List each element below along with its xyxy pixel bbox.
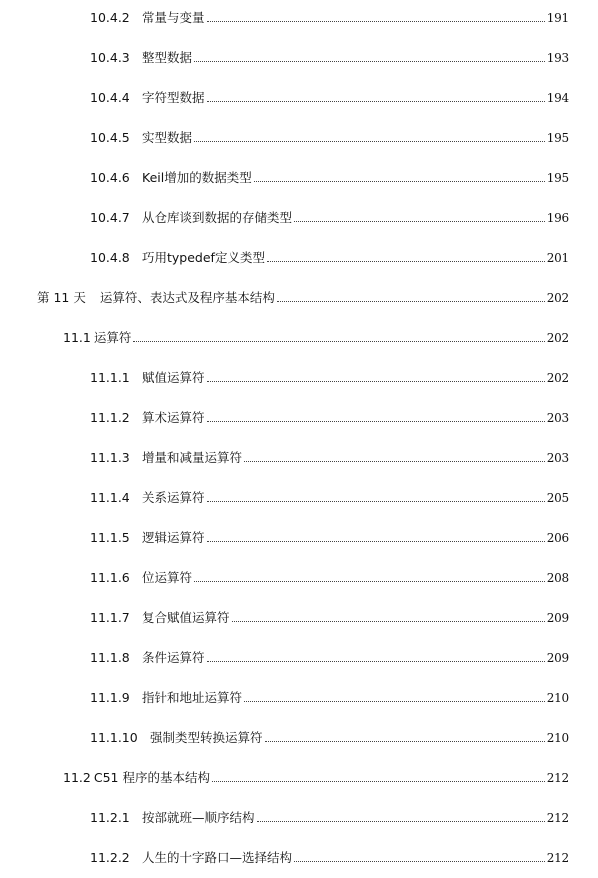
dot-leader <box>194 581 545 582</box>
toc-entry-page: 194 <box>546 91 569 105</box>
toc-entry-title: 运算符 <box>93 330 132 345</box>
toc-entry-10-4-2[interactable] <box>90 6 569 26</box>
toc-entry-title: 算术运算符 <box>142 410 205 425</box>
toc-entry-title: 运算符、表达式及程序基本结构 <box>99 290 275 305</box>
toc-entry-title: 巧用typedef定义类型 <box>142 250 265 265</box>
dot-leader <box>212 781 545 782</box>
toc-entry-number: 10.4.3 <box>90 50 130 65</box>
toc-entry-number: 10.4.7 <box>90 210 130 225</box>
toc-entry-number: 11.2.2 <box>90 850 130 865</box>
dot-leader <box>207 501 545 502</box>
toc-entry-page: 209 <box>546 611 569 625</box>
toc-entry-title: 字符型数据 <box>142 90 205 105</box>
toc-entry-number: 11.1.3 <box>90 450 130 465</box>
toc-entry-page: 202 <box>546 371 569 385</box>
toc-entry-11-1-2[interactable] <box>90 406 569 426</box>
toc-entry-title: C51 程序的基本结构 <box>93 770 210 785</box>
toc-entry-number: 10.4.8 <box>90 250 130 265</box>
dot-leader <box>207 421 545 422</box>
toc-entry-10-4-4[interactable] <box>90 86 569 106</box>
dot-leader <box>294 221 545 222</box>
toc-entry-chapter-11[interactable] <box>37 286 569 306</box>
toc-entry-title: 从仓库谈到数据的存储类型 <box>142 210 293 225</box>
toc-entry-title: 按部就班—顺序结构 <box>142 810 255 825</box>
toc-entry-page: 210 <box>546 691 569 705</box>
dot-leader <box>207 381 545 382</box>
toc-entry-number: 11.1.7 <box>90 610 130 625</box>
toc-entry-11-2-2[interactable] <box>90 846 569 866</box>
toc-entry-page: 193 <box>546 51 569 65</box>
toc-entry-title: 常量与变量 <box>142 10 205 25</box>
toc-entry-number: 10.4.5 <box>90 130 130 145</box>
toc-entry-11-1-4[interactable] <box>90 486 569 506</box>
dot-leader <box>207 21 545 22</box>
toc-entry-number: 11.1 <box>63 330 91 345</box>
toc-entry-11-1-3[interactable] <box>90 446 569 466</box>
toc-entry-number: 10.4.4 <box>90 90 130 105</box>
toc-entry-page: 212 <box>546 771 569 785</box>
toc-entry-page: 202 <box>546 291 569 305</box>
dot-leader <box>207 541 545 542</box>
toc-entry-page: 196 <box>546 211 569 225</box>
toc-entry-title: 赋值运算符 <box>142 370 205 385</box>
toc-entry-page: 205 <box>546 491 569 505</box>
dot-leader <box>254 181 545 182</box>
dot-leader <box>133 341 544 342</box>
toc-entry-11-1-9[interactable] <box>90 686 569 706</box>
dot-leader <box>294 861 545 862</box>
toc-entry-10-4-7[interactable] <box>90 206 569 226</box>
toc-entry-number: 11.1.8 <box>90 650 130 665</box>
toc-entry-title: 实型数据 <box>142 130 193 145</box>
toc-entry-10-4-6[interactable] <box>90 166 569 186</box>
toc-entry-number: 11.2 <box>63 770 91 785</box>
toc-entry-number: 11.1.6 <box>90 570 130 585</box>
toc-entry-number: 第 11 天 <box>37 290 86 305</box>
toc-entry-number: 10.4.6 <box>90 170 130 185</box>
toc-entry-number: 11.1.10 <box>90 730 138 745</box>
toc-entry-10-4-5[interactable] <box>90 126 569 146</box>
toc-entry-number: 11.1.2 <box>90 410 130 425</box>
toc-entry-page: 208 <box>546 571 569 585</box>
toc-entry-title: Keil增加的数据类型 <box>142 170 252 185</box>
toc-entry-title: 复合赋值运算符 <box>142 610 230 625</box>
toc-entry-title: 位运算符 <box>142 570 193 585</box>
toc-entry-10-4-8[interactable] <box>90 246 569 266</box>
toc-entry-page: 191 <box>546 11 569 25</box>
toc-entry-10-4-3[interactable] <box>90 46 569 66</box>
toc-entry-number: 11.1.1 <box>90 370 130 385</box>
dot-leader <box>194 141 545 142</box>
toc-entry-page: 212 <box>546 851 569 865</box>
dot-leader <box>207 101 545 102</box>
toc-entry-11-2[interactable] <box>63 766 569 786</box>
toc-entry-11-1-1[interactable] <box>90 366 569 386</box>
toc-entry-page: 206 <box>546 531 569 545</box>
dot-leader <box>207 661 545 662</box>
toc-entry-11-1-7[interactable] <box>90 606 569 626</box>
toc-entry-number: 11.1.4 <box>90 490 130 505</box>
toc-entry-11-1-8[interactable] <box>90 646 569 666</box>
toc-entry-page: 209 <box>546 651 569 665</box>
toc-entry-page: 202 <box>546 331 569 345</box>
toc-entry-11-2-1[interactable] <box>90 806 569 826</box>
dot-leader <box>277 301 545 302</box>
toc-entry-11-1[interactable] <box>63 326 569 346</box>
toc-entry-11-1-5[interactable] <box>90 526 569 546</box>
toc-entry-title: 指针和地址运算符 <box>142 690 243 705</box>
dot-leader <box>194 61 545 62</box>
toc-entry-title: 整型数据 <box>142 50 193 65</box>
toc-entry-11-1-6[interactable] <box>90 566 569 586</box>
toc-entry-page: 212 <box>546 811 569 825</box>
toc-entry-title: 关系运算符 <box>142 490 205 505</box>
toc-entry-title: 条件运算符 <box>142 650 205 665</box>
dot-leader <box>244 701 545 702</box>
dot-leader <box>257 821 545 822</box>
toc-entry-title: 人生的十字路口—选择结构 <box>142 850 293 865</box>
dot-leader <box>267 261 545 262</box>
dot-leader <box>244 461 545 462</box>
toc-entry-page: 195 <box>546 131 569 145</box>
toc-entry-page: 201 <box>546 251 569 265</box>
dot-leader <box>265 741 545 742</box>
toc-entry-page: 195 <box>546 171 569 185</box>
toc-entry-number: 10.4.2 <box>90 10 130 25</box>
toc-entry-title: 逻辑运算符 <box>142 530 205 545</box>
toc-entry-page: 203 <box>546 411 569 425</box>
toc-entry-page: 203 <box>546 451 569 465</box>
toc-entry-title: 强制类型转换运算符 <box>150 730 263 745</box>
dot-leader <box>232 621 545 622</box>
toc-entry-page: 210 <box>546 731 569 745</box>
toc-entry-11-1-10[interactable] <box>90 726 569 746</box>
toc-entry-number: 11.1.9 <box>90 690 130 705</box>
toc-entry-number: 11.1.5 <box>90 530 130 545</box>
toc-entry-title: 增量和减量运算符 <box>142 450 243 465</box>
toc-entry-number: 11.2.1 <box>90 810 130 825</box>
